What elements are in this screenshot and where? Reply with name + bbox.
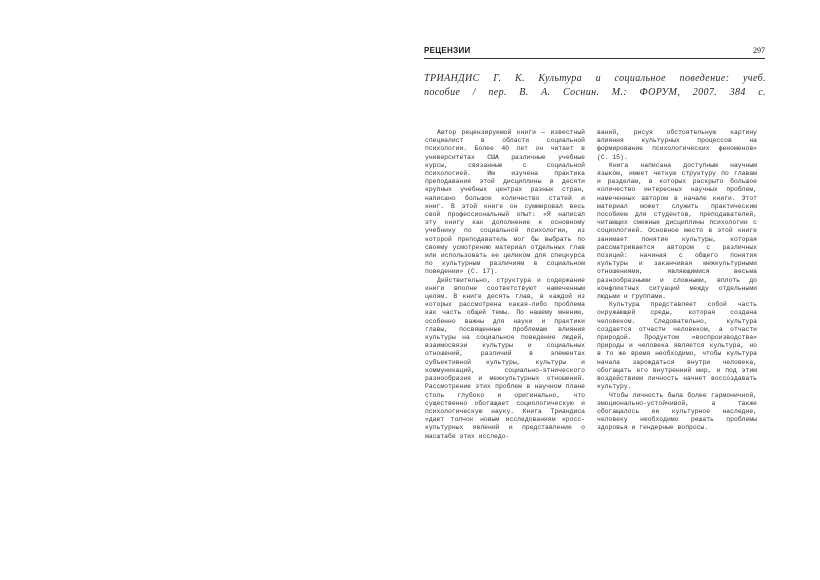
- citation-line-2: пособие / пер. В. А. Соснин. М.: ФОРУМ, 2007. 384 с.: [424, 87, 766, 98]
- page-number: 297: [753, 46, 765, 55]
- right-paragraph-2: Книга написана доступным научным языком, имеет четкую структуру по главам и разделам, в которых раскрыто большое количество интересных научных проблем, намеченных автором в начале книги. Этот материал может служить практическим пособием для студентов, преподавателей, читающих смежные дисциплины психологии с социологией. Основное место в этой книге занимает понятие культуры, которая рассматривается автором с различных позиций: начиная с общего понятия культуры и заканчивая межкультурными отношениями, являющимися весьма разнообразными и сложными, вплоть до конфликтных ситуаций между отдельными людьми и группами.: [597, 161, 757, 301]
- running-header: [424, 46, 765, 59]
- left-paragraph-2: Действительно, структура и содержание книги вполне соответствуют намеченным целям. В книге десять глав, в каждой из которых рассмотрена какая-либо проблема как часть общей темы. По нашему мнению, особенно важны для науки и практики главы, посвященные проблемам влияния культуры на социальное поведение людей, взаимосвязи культуры и социальных отношений, различий в элементах субъективной культуры, культуры и коммуникаций, социально-этнического разнообразия и межкультурных отношений. Рассмотрение этих проблем в научном плане столь глубоко и оригинально, что существенно обогащает социологическую и психологическую науку. Книга Триандиса «дает толчок новым исследованиям кросс-культурных явлений и представление о масштабе этих исследо-: [425, 276, 585, 440]
- book-citation: [424, 72, 766, 100]
- right-paragraph-3: Культура представляет собой часть окружающей среды, которая создана человеком. Следовательно, культура создается отчасти человеком, а отчасти природой. Продуктом «воспроизводства» природы и человека является культура, но в то же время необходимо, чтобы культура начала зарождаться внутри человека, обогащать его внутренний мир, и под этим воздействием личность начнет воссоздавать культуру.: [597, 301, 757, 391]
- section-title: РЕЦЕНЗИИ: [424, 46, 471, 55]
- right-paragraph-4: Чтобы личность была более гармоничной, эмоционально-устойчивой, а также обогащалось ее культурное наследие, человеку необходимо решать проблемы здоровья и гендерные вопросы.: [597, 391, 757, 432]
- left-column: [425, 129, 585, 441]
- citation-line-1: ТРИАНДИС Г. К. Культура и социальное поведение: учеб.: [424, 73, 766, 84]
- left-paragraph-1: Автор рецензируемой книги — известный специалист в области социальной психологии. Более 40 лет он читает в университетах США различные учебные курсы, связанные с социальной психологией. Им изучена практика преподавания этой дисциплины в десяти крупных учебных центрах разных стран, написано большое количество статей и книг. В этой книге он суммировал весь свой профессиональный опыт: «Я написал эту книгу как дополнение к основному учебнику по социальной психологии, из которой преподаватель мог бы выбрать по своему усмотрению материал отдельных глав или использовать ее целиком для спецкурса по культурным различиям в социальном поведении» (С. 17).: [425, 129, 585, 276]
- right-paragraph-1: ваний, рисуя обстоятельную картину влияния культурных процессов на формирование психологических феноменов» (С. 15).: [597, 129, 757, 161]
- right-column: [597, 129, 757, 433]
